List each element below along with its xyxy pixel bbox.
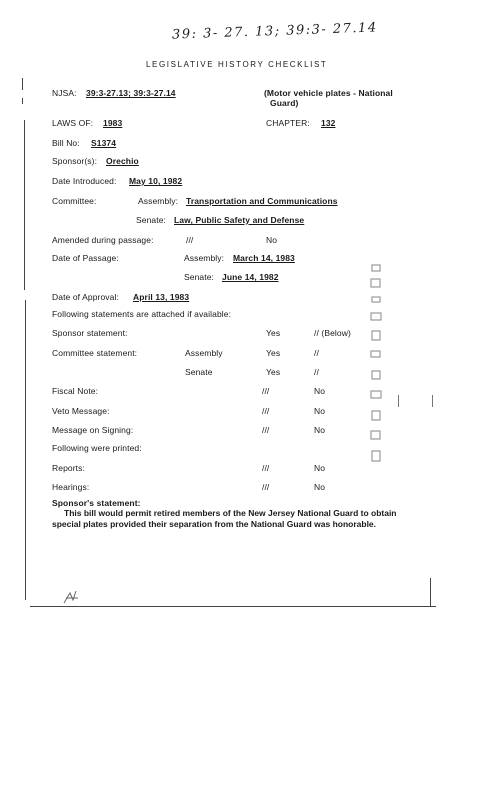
hearings-label: Hearings: — [52, 482, 90, 492]
passage-senate-label: Senate: — [184, 272, 215, 282]
hearings-no: No — [314, 482, 326, 492]
date-introduced-value: May 10, 1982 — [129, 176, 183, 186]
committee-statement-assembly-yes: Yes — [266, 348, 281, 358]
bill-no-label: Bill No: — [52, 138, 80, 148]
passage-senate-value: June 14, 1982 — [222, 272, 279, 282]
hearings-mark: /// — [262, 482, 270, 492]
committee-statement-senate: Senate — [185, 367, 213, 377]
bottom-border-line — [30, 606, 436, 607]
statement-body-text: This bill would permit retired members of the New Jersey National Guard to obtain special plates provided their separation from the National Guard was honorable. — [52, 508, 397, 529]
library-stamp-mark — [366, 255, 390, 480]
fiscal-note-label: Fiscal Note: — [52, 386, 99, 396]
laws-of-value: 1983 — [103, 118, 123, 128]
amended-mark: /// — [186, 235, 194, 245]
amended-label: Amended during passage: — [52, 235, 154, 245]
njsa-note-line2: Guard) — [270, 98, 299, 108]
scribble-mark — [62, 588, 84, 606]
sponsor-statement-label: Sponsor statement: — [52, 328, 128, 338]
message-on-signing-no: No — [314, 425, 326, 435]
sponsors-label: Sponsor(s): — [52, 156, 98, 166]
statement-heading: Sponsor's statement: — [52, 498, 141, 508]
committee-senate-label: Senate: — [136, 215, 167, 225]
right-border-line — [430, 578, 431, 606]
message-on-signing-mark: /// — [262, 425, 270, 435]
reports-label: Reports: — [52, 463, 85, 473]
right-margin-tick — [432, 395, 433, 407]
date-of-passage-label: Date of Passage: — [52, 253, 119, 263]
chapter-value: 132 — [321, 118, 336, 128]
sponsors-value: Orechio — [106, 156, 139, 166]
committee-assembly-label: Assembly: — [138, 196, 179, 206]
left-margin-line — [22, 98, 23, 104]
committee-label: Committee: — [52, 196, 97, 206]
fiscal-note-no: No — [314, 386, 326, 396]
date-of-approval-value: April 13, 1983 — [133, 292, 190, 302]
njsa-note-line1: (Motor vehicle plates - National — [264, 88, 393, 98]
reports-no: No — [314, 463, 326, 473]
message-on-signing-label: Message on Signing: — [52, 425, 134, 435]
date-introduced-label: Date Introduced: — [52, 176, 117, 186]
committee-statement-assembly: Assembly — [185, 348, 223, 358]
reports-mark: /// — [262, 463, 270, 473]
njsa-label: NJSA: — [52, 88, 77, 98]
document-title: LEGISLATIVE HISTORY CHECKLIST — [146, 60, 328, 69]
attached-heading: Following statements are attached if available: — [52, 309, 232, 319]
committee-statement-label: Committee statement: — [52, 348, 138, 358]
right-margin-tick — [398, 395, 399, 407]
left-margin-line — [24, 120, 25, 290]
committee-statement-senate-mark: // — [314, 367, 319, 377]
chapter-label: CHAPTER: — [266, 118, 310, 128]
left-margin-line — [22, 78, 23, 90]
statement-body — [52, 508, 402, 530]
sponsor-statement-mark: // (Below) — [314, 328, 351, 338]
left-margin-line — [25, 300, 26, 600]
bill-no-value: S1374 — [91, 138, 117, 148]
fiscal-note-mark: /// — [262, 386, 270, 396]
committee-statement-assembly-mark: // — [314, 348, 319, 358]
sponsor-statement-yes: Yes — [266, 328, 281, 338]
committee-senate-value: Law, Public Safety and Defense — [174, 215, 305, 225]
committee-assembly-value: Transportation and Communications — [186, 196, 338, 206]
passage-assembly-label: Assembly: — [184, 253, 225, 263]
date-of-approval-label: Date of Approval: — [52, 292, 119, 302]
amended-answer: No — [266, 235, 278, 245]
veto-message-label: Veto Message: — [52, 406, 110, 416]
veto-message-no: No — [314, 406, 326, 416]
printed-heading: Following were printed: — [52, 443, 142, 453]
veto-message-mark: /// — [262, 406, 270, 416]
njsa-value: 39:3-27.13; 39:3-27.14 — [86, 88, 176, 98]
handwritten-statute-numbers: 39: 3- 27. 13; 39:3- 27.14 — [171, 20, 378, 43]
passage-assembly-value: March 14, 1983 — [233, 253, 295, 263]
committee-statement-senate-yes: Yes — [266, 367, 281, 377]
laws-of-label: LAWS OF: — [52, 118, 94, 128]
